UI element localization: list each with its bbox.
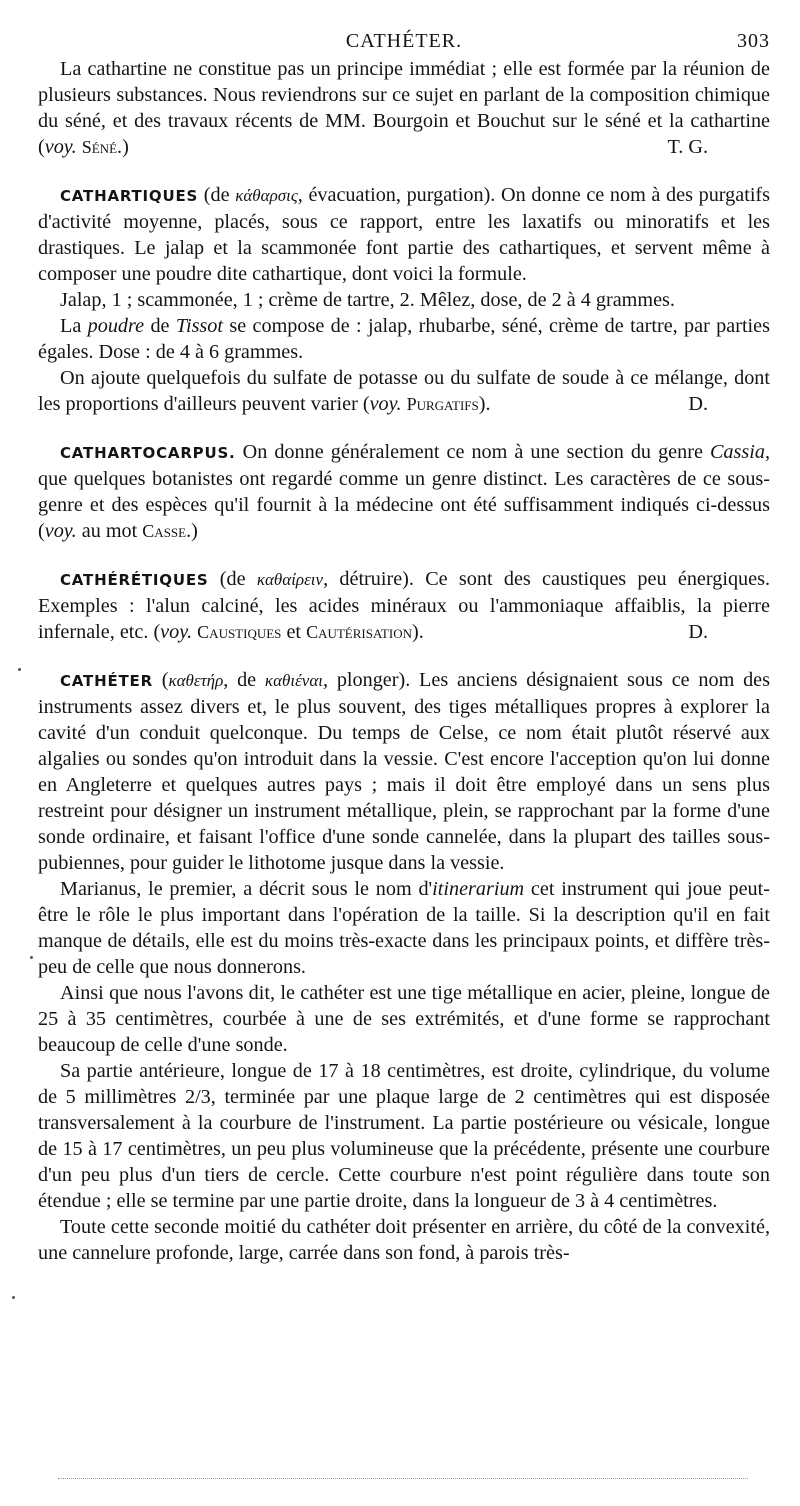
- text-fragment: , détruire). Ce sont des caustiques peu énergiques. Exemples : l'alun calciné, les acides minéraux ou l'ammoniaque affaiblis, la pierre infernale, etc. (: [38, 568, 770, 643]
- entry-cathartocarpus: [38, 439, 770, 544]
- cathartocarpus-paragraph: [38, 439, 770, 544]
- text-fragment: de: [144, 315, 176, 337]
- entry-cathartiques: [38, 182, 770, 417]
- cross-ref-casse: Casse: [142, 521, 187, 541]
- headword-catheter: CATHÉTER: [60, 672, 153, 690]
- voy-ref: voy.: [44, 136, 77, 158]
- text-fragment: , que quelques botanistes ont regardé comme un genre distinct. Les caractères de ce sous-genre et des espèces qu'il fournit à la médecine ont été suffisamment indiqués ci-dessus (: [38, 441, 770, 542]
- page-header: [38, 30, 770, 56]
- text-fragment: ).: [478, 393, 491, 415]
- greek-etymon: καθαίρειν: [256, 570, 324, 589]
- text-fragment: cet instrument qui joue peut-être le rôle le plus important dans l'opération de la taille. Si la description qu'il en fait manque de détails, elle est du moins très-exacte dans les principaux points, et diffère très-peu de celle que nous donnerons.: [38, 878, 770, 978]
- catheter-paragraph-4: Sa partie antérieure, longue de 17 à 18 centimètres, est droite, cylindrique, du volume de 5 millimètres 2/3, terminée par une plaque large de 2 centimètres qui est disposée transversalement à la courbure de l'instrument. La partie postérieure ou vésicale, longue de 15 à 17 centimètres, un peu plus volumineuse que la précédente, présente une courbure d'un peu plus d'un tiers de cercle. Cette courbure n'est point régulière dans toute son étendue ; elle se termine par une partie droite, dans la longueur de 3 à 4 centimètres.: [38, 1060, 770, 1212]
- author-signature: D.: [688, 621, 708, 643]
- cathartiques-paragraph-3: [38, 313, 770, 365]
- cathartiques-paragraph-1: [38, 182, 770, 287]
- text-fragment: .): [186, 520, 198, 542]
- cross-ref-sene: Séné: [81, 137, 118, 157]
- running-head: CATHÉTER.: [345, 30, 463, 52]
- catheter-paragraph-3: Ainsi que nous l'avons dit, le cathéter est une tige métallique en acier, pleine, longue de 25 à 35 centimètres, courbée à une de ses extrémités, et d'une forme se rapprochant beaucoup de celle d'une sonde.: [38, 982, 770, 1056]
- catheter-paragraph-2: [38, 876, 770, 980]
- catheter-paragraph-1: [38, 667, 770, 876]
- cathartiques-definition: , évacuation, purgation). On donne ce nom à des purgatifs d'activité moyenne, placés, sous ce rapport, entre les laxatifs ou minoratifs et les drastiques. Le jalap et la scammonée font partie des cathartiques, et servent même à composer une poudre dite cathartique, dont voici la formule.: [38, 184, 771, 285]
- italic-term: Tissot: [175, 315, 223, 337]
- greek-etymon: καθετήρ: [168, 671, 224, 690]
- intro-paragraph: [38, 56, 770, 160]
- voy-ref: voy.: [369, 393, 402, 415]
- page: [38, 30, 770, 1266]
- intro-close: .): [117, 136, 129, 158]
- margin-speck: [12, 1296, 15, 1299]
- intro-text: La cathartine ne constitue pas un principe immédiat ; elle est formée par la réunion de plusieurs substances. Nous reviendrons sur ce sujet en parlant de la composition chimique du séné, et des travaux récents de MM. Bourgoin et Bouchut sur le séné et la cathartine (: [38, 58, 770, 158]
- catheretiques-paragraph: [38, 566, 770, 645]
- headword-catheretiques: CATHÉRÉTIQUES: [60, 571, 209, 589]
- text-fragment: (de: [198, 184, 236, 206]
- text-fragment: Marianus, le premier, a décrit sous le nom d': [60, 878, 433, 900]
- voy-ref: voy.: [160, 621, 193, 643]
- text-fragment: (: [152, 669, 169, 691]
- page-body: [38, 56, 770, 1266]
- cross-ref-cauterisation: Cautérisation: [306, 622, 412, 642]
- author-signature: D.: [688, 393, 708, 415]
- text-fragment: et: [281, 621, 307, 643]
- cross-ref-caustiques: Caustiques: [197, 622, 282, 642]
- entry-catheter: [38, 667, 770, 1266]
- catheter-paragraph-5: Toute cette seconde moitié du cathéter doit présenter en arrière, du côté de la convexité, une cannelure profonde, large, carrée dans son fond, à parois très-: [38, 1216, 770, 1264]
- italic-term: poudre: [87, 315, 145, 337]
- text-fragment: , de: [223, 669, 265, 691]
- text-fragment: (de: [208, 568, 257, 590]
- entry-catheretiques: [38, 566, 770, 645]
- margin-speck: [18, 668, 21, 671]
- author-signature: T. G.: [667, 136, 708, 158]
- voy-ref: voy.: [44, 520, 77, 542]
- italic-term: itinerarium: [432, 878, 525, 900]
- greek-etymon: καθιέναι: [264, 671, 323, 690]
- text-fragment: On ajoute quelquefois du sulfate de potasse ou du sulfate de soude à ce mélange, dont les proportions d'ailleurs peuvent varier (: [38, 367, 770, 415]
- headword-cathartocarpus: CATHARTOCARPUS.: [60, 444, 236, 462]
- cross-ref-purgatifs: Purgatifs: [406, 394, 479, 414]
- text-fragment: On donne généralement ce nom à une section du genre: [235, 441, 710, 463]
- text-fragment: se compose de : jalap, rhubarbe, séné, crème de tartre, par parties égales. Dose : de 4 à 6 grammes.: [38, 315, 770, 363]
- headword-cathartiques: CATHARTIQUES: [60, 187, 199, 205]
- cathartiques-paragraph-4: [38, 365, 770, 417]
- text-fragment: au mot: [76, 520, 143, 542]
- text-fragment: ).: [411, 621, 424, 643]
- cathartiques-paragraph-2: Jalap, 1 ; scammonée, 1 ; crème de tartre, 2. Mêlez, dose, de 2 à 4 grammes.: [60, 289, 675, 311]
- italic-term: Cassia: [709, 441, 765, 463]
- margin-speck: [30, 956, 33, 959]
- bottom-scan-artifact: [58, 1478, 748, 1479]
- text-fragment: La: [60, 315, 88, 337]
- greek-etymon: κάθαρσις: [235, 186, 298, 205]
- text-fragment: , plonger). Les anciens désignaient sous ce nom des instruments assez divers et, le plus souvent, des tiges métalliques propres à explorer la cavité d'un conduit quelconque. Du temps de Celse, ce nom était plutôt réservé aux algalies ou sondes qu'on introduit dans la vessie. C'est encore l'acception qu'on lui donne en Angleterre et quelques autres pays ; mais il doit être employé dans un sens plus restreint pour désigner un instrument métallique, plein, se rapprochant par la forme d'une sonde ordinaire, et faisant l'office d'une sonde cannelée, dans la plupart des tailles sous-pubiennes, pour guider le lithotome jusque dans la vessie.: [38, 669, 770, 874]
- page-number: 303: [737, 30, 770, 52]
